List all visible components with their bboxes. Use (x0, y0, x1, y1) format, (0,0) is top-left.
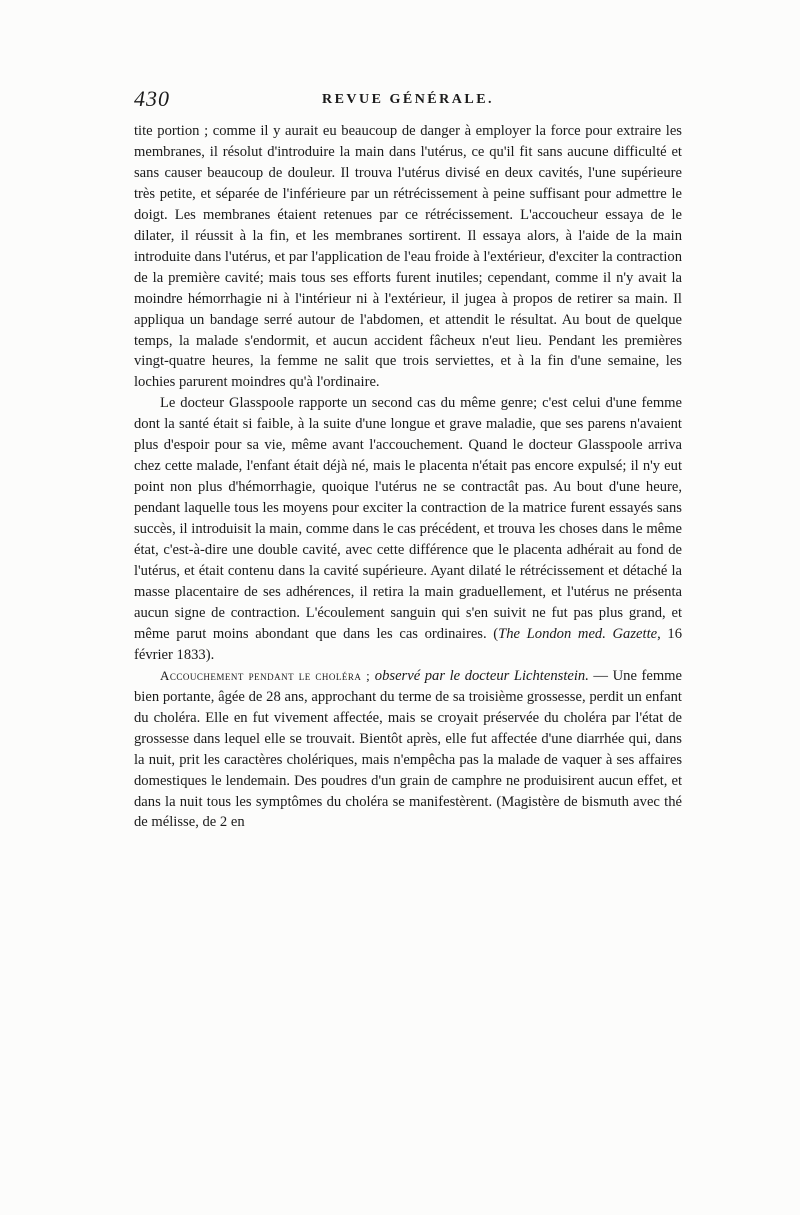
article-title: Accouchement pendant le choléra ; (160, 667, 371, 683)
running-head (134, 86, 682, 116)
paragraph-glasspoole-case (134, 393, 682, 665)
paragraph-text: Le docteur Glasspoole rapporte un second cas du même genre; c'est celui d'une femme dont la santé était si faible, à la suite d'une longue et grave maladie, que ses parens n'avaient plus d'espoir pour sa vie, même avant l'accouchement. Quand le docteur Glasspoole arriva chez cette malade, l'enfant était déjà né, mais le placenta n'était pas encore expulsé; il n'y eut point non plus d'hémorrhagie, quoique l'utérus ne se contractât pas. Au bout d'une heure, pendant laquelle tous les moyens pour exciter la contraction de la matrice furent essayés sans succès, il introduisit la main, comme dans le cas précédent, et trouva les choses dans le même état, c'est-à-dire une double cavité, avec cette différence que le placenta adhérait au fond de l'utérus, et était contenu dans la cavité supérieure. Ayant dilaté le rétrécissement et détaché la masse placentaire de ses adhérences, il retira la main graduellement, et l'utérus ne présenta aucun signe de contraction. L'écoulement sanguin qui s'en suivit ne fut pas plus grand, et même parut moins abondant que dans les cas ordinaires. (134, 395, 682, 642)
citation-journal: The London med. Gazette (498, 625, 658, 642)
paragraph-continuation: tite portion ; comme il y aurait eu beaucoup de danger à employer la force pour extraire les membranes, il résolut d'introduire la main dans l'utérus, ce qu'il fit sans aucune difficulté et sans causer beaucoup de douleur. Il trouva l'utérus divisé en deux cavités, l'une supérieure très petite, et séparée de l'inférieure par un rétrécissement à peine suffisant pour admettre le doigt. Les membranes étaient retenues par ce rétrécissement. L'accoucheur essaya de le dilater, il réussit à la fin, et les membranes sortirent. Il essaya alors, à l'aide de la main introduite dans l'utérus, et par l'application de l'eau froide à l'extérieur, d'exciter la contraction de la première cavité; mais tous ses efforts furent inutiles; cependant, comme il n'y avait la moindre hémorrhagie ni à l'intérieur ni à l'extérieur, il jugea à propos de retirer sa main. Il appliqua un bandage serré autour de l'abdomen, et attendit le résultat. Au bout de quelque temps, la malade s'endormit, et aucun accident fâcheux n'eut lieu. Pendant les premières vingt-quatre heures, la femme ne salit que trois serviettes, et à la fin d'une semaine, les lochies parurent moindres qu'à l'ordinaire. (134, 123, 682, 391)
body-text (134, 121, 682, 833)
paragraph-cholera-delivery (134, 666, 682, 834)
citation-date: , 16 février 1833). (134, 625, 682, 663)
paragraph-text: — Une femme bien portante, âgée de 28 ans, approchant du terme de sa troisième grossesse, perdit un enfant du choléra. Elle en fut vivement affectée, mais se croyait préservée du choléra par l'état de grossesse dans lequel elle se trouvait. Bientôt après, elle fut affectée d'une diarrhée qui, dans la nuit, prit les caractères cholériques, mais n'empêcha pas la malade de vaquer à ses affaires domestiques le lendemain. Des poudres d'un grain de camphre ne produisirent aucun effet, et dans la nuit tous les symptômes du choléra se manifestèrent. (Magistère de bismuth avec thé de mélisse, de 2 en (134, 667, 683, 831)
page-number: 430 (134, 86, 170, 111)
running-title: REVUE GÉNÉRALE. (321, 92, 495, 107)
citation-open: ( (486, 625, 499, 642)
article-observer: observé par le docteur Lichtenstein. (370, 667, 589, 684)
